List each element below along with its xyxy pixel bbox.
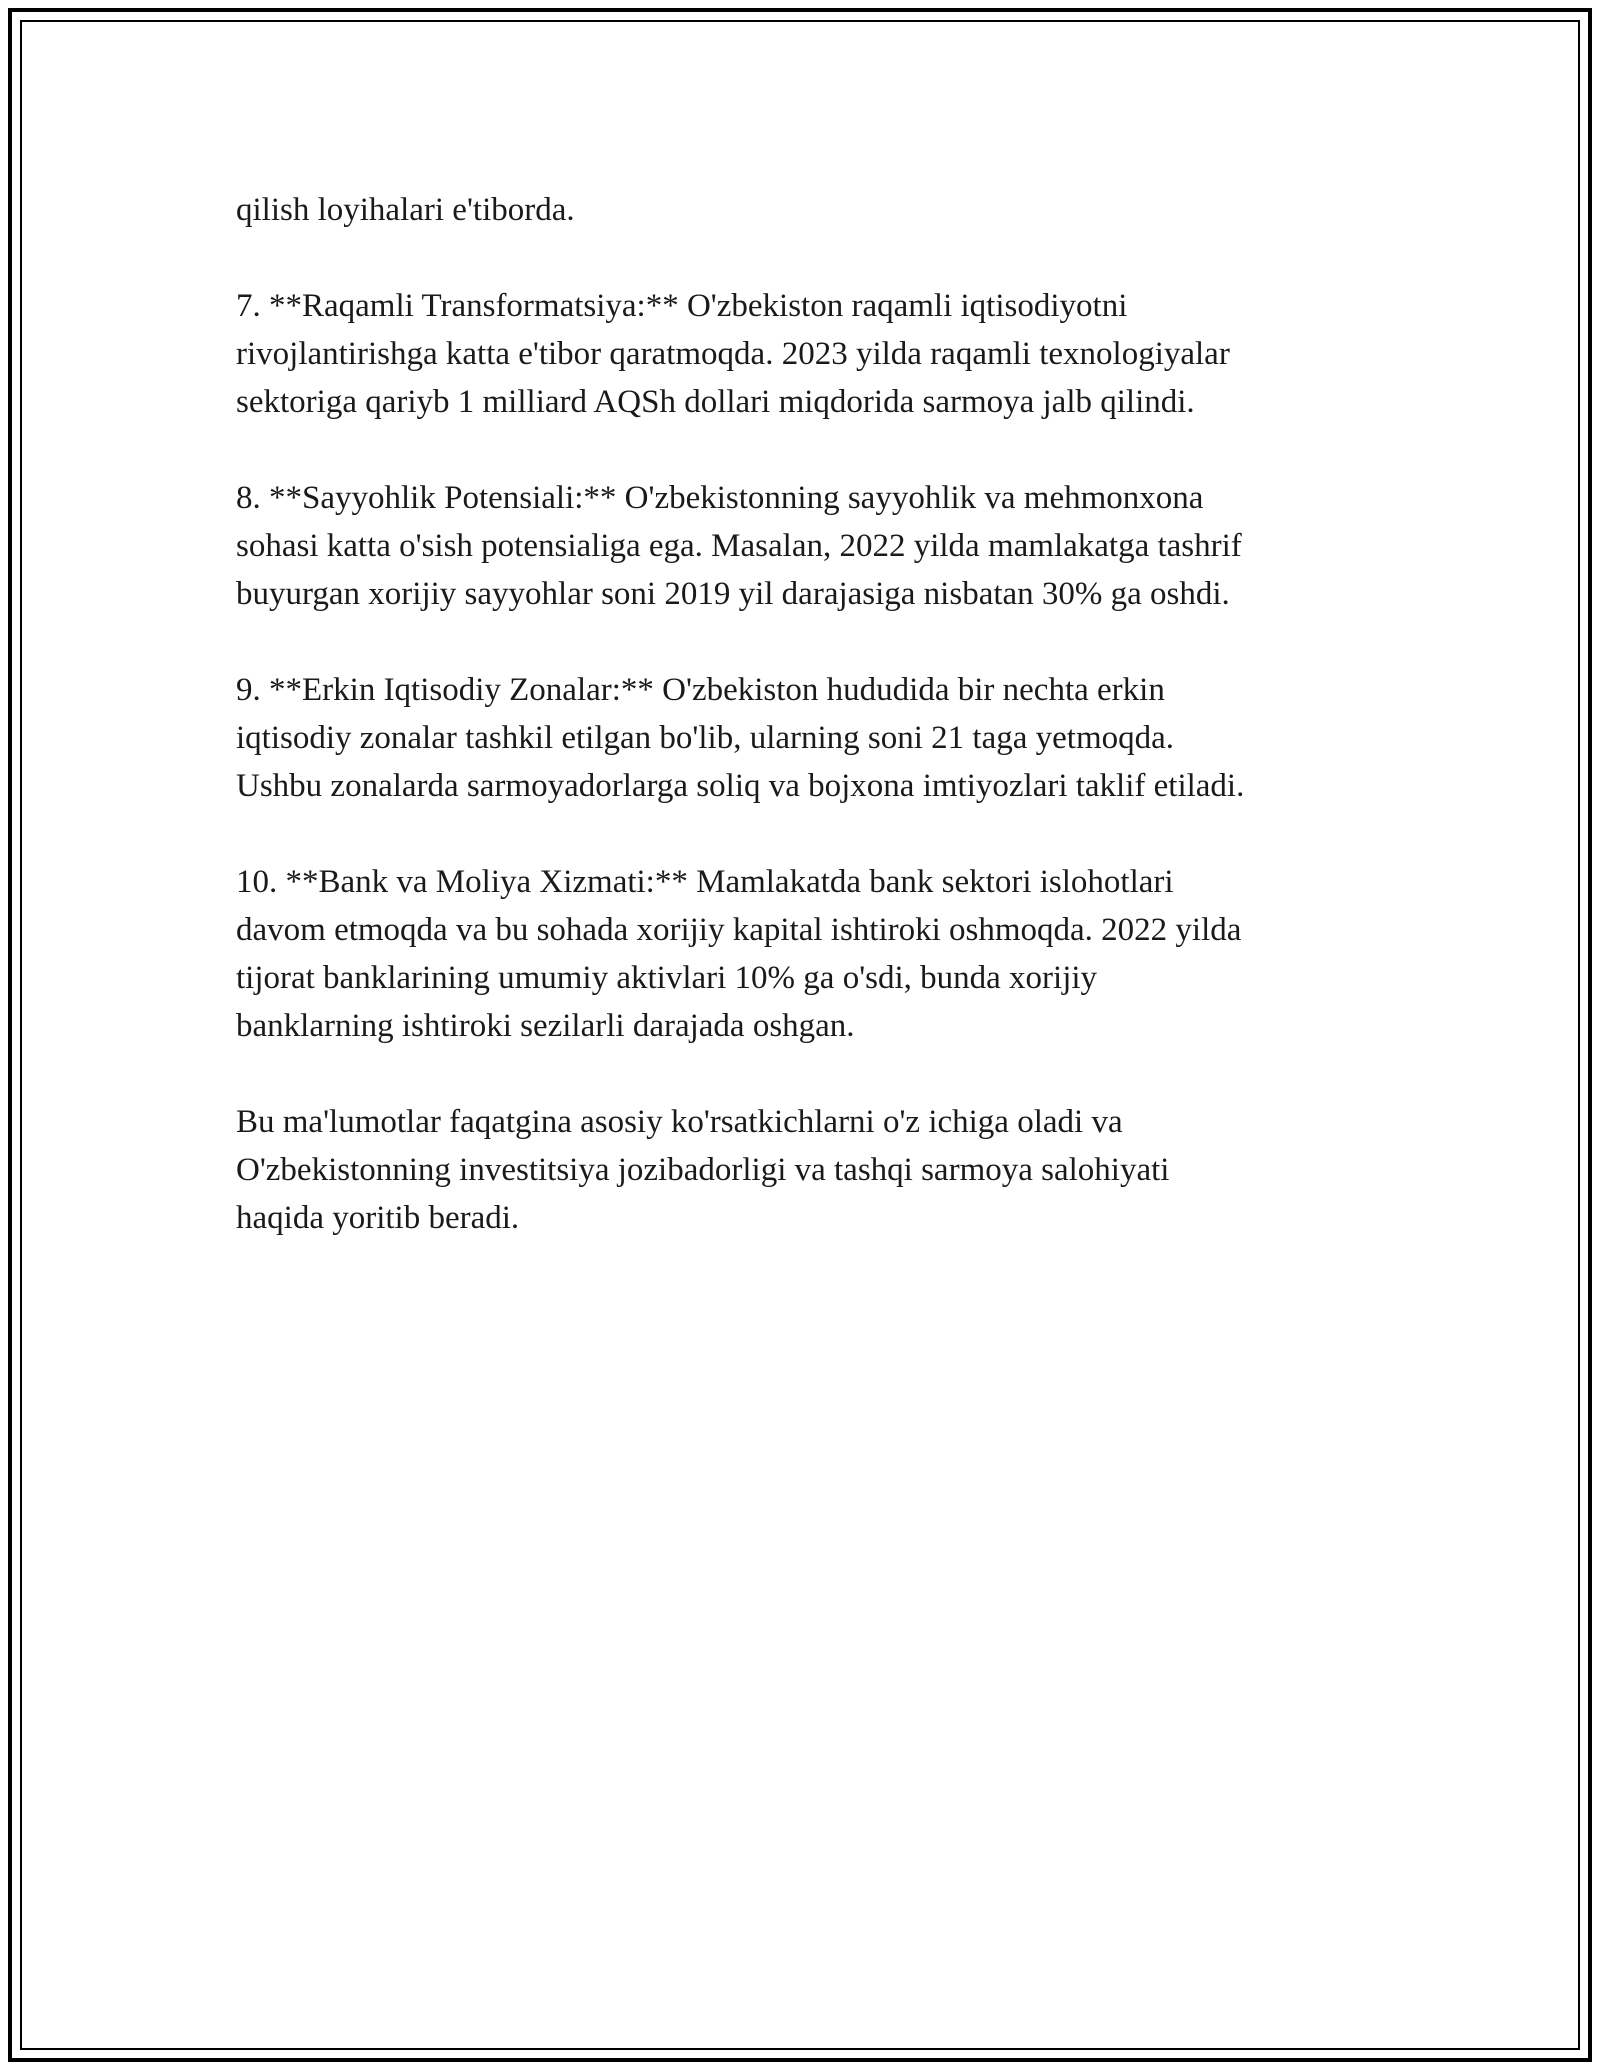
- text-line: 9. **Erkin Iqtisodiy Zonalar:** O'zbekiston hududida bir nechta erkin: [236, 672, 1165, 708]
- text-line: tijorat banklarining umumiy aktivlari 10% ga o'sdi, bunda xorijiy: [236, 960, 1098, 996]
- text-line: sektoriga qariyb 1 milliard AQSh dollari miqdorida sarmoya jalb qilindi.: [236, 384, 1195, 420]
- text-line: O'zbekistonning investitsiya jozibadorligi va tashqi sarmoya salohiyati: [236, 1152, 1170, 1188]
- text-line: iqtisodiy zonalar tashkil etilgan bo'lib, ularning soni 21 taga yetmoqda.: [236, 720, 1175, 756]
- paragraph-conclusion: [236, 1098, 1376, 1242]
- text-line: haqida yoritib beradi.: [236, 1200, 520, 1236]
- paragraph-item-8: [236, 474, 1376, 618]
- text-line: qilish loyihalari e'tiborda.: [236, 192, 575, 228]
- paragraph-item-9: [236, 666, 1376, 810]
- text-line: Ushbu zonalarda sarmoyadorlarga soliq va bojxona imtiyozlari taklif etiladi.: [236, 768, 1245, 804]
- text-line: davom etmoqda va bu sohada xorijiy kapital ishtiroki oshmoqda. 2022 yilda: [236, 912, 1242, 948]
- text-line: Bu ma'lumotlar faqatgina asosiy ko'rsatkichlarni o'z ichiga oladi va: [236, 1104, 1123, 1140]
- paragraph-item-7: [236, 282, 1376, 426]
- paragraph-item-10: [236, 858, 1376, 1050]
- text-line: 8. **Sayyohlik Potensiali:** O'zbekistonning sayyohlik va mehmonxona: [236, 480, 1204, 516]
- paragraph-continuation: [236, 186, 1376, 234]
- document-body: [236, 186, 1376, 1290]
- text-line: sohasi katta o'sish potensialiga ega. Masalan, 2022 yilda mamlakatga tashrif: [236, 528, 1242, 564]
- text-line: buyurgan xorijiy sayyohlar soni 2019 yil darajasiga nisbatan 30% ga oshdi.: [236, 576, 1230, 612]
- text-line: rivojlantirishga katta e'tibor qaratmoqda. 2023 yilda raqamli texnologiyalar: [236, 336, 1230, 372]
- text-line: 7. **Raqamli Transformatsiya:** O'zbekiston raqamli iqtisodiyotni: [236, 288, 1128, 324]
- text-line: banklarning ishtiroki sezilarli darajada oshgan.: [236, 1008, 855, 1044]
- text-line: 10. **Bank va Moliya Xizmati:** Mamlakatda bank sektori islohotlari: [236, 864, 1174, 900]
